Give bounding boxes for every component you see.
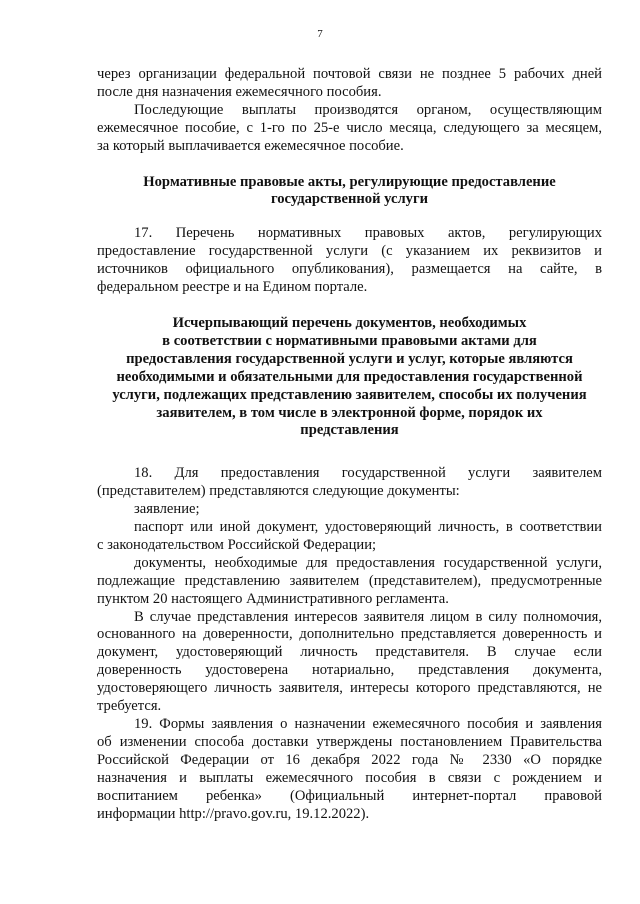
text-line: пунктом 20 настоящего Административного регламента. (97, 590, 449, 607)
heading-line: Исчерпывающий перечень документов, необходимых (172, 314, 527, 331)
list-item-application: заявление; (134, 501, 200, 518)
text-line: информации http://pravo.gov.ru, 19.12.2022). (97, 805, 370, 822)
text-line: с законодательством Российской Федерации; (97, 536, 377, 553)
text-line: основанного на доверенности, дополнительно представляется доверенность и (97, 626, 602, 643)
text-line: паспорт или иной документ, удостоверяющий личность, в соответствии (134, 519, 602, 536)
page-number: 7 (317, 28, 323, 40)
heading-line: государственной услуги (270, 191, 429, 208)
text-line: источников официального опубликования), размещается на сайте, в (97, 261, 602, 278)
heading-line: представления (300, 422, 399, 439)
heading-line: Нормативные правовые акты, регулирующие предоставление (143, 173, 556, 190)
heading-line: услуги, подлежащих представлению заявителем, способы их получения (112, 386, 587, 403)
text-line: требуется. (97, 698, 162, 715)
text-line: документ, удостоверяющий личность представителя. В случае если (97, 644, 602, 661)
document-body (97, 66, 602, 823)
text-line: воспитанием ребенка» (Официальный интернет-портал правовой (97, 787, 602, 804)
text-line: В случае представления интересов заявителя лицом в силу полномочия, (134, 608, 602, 625)
heading-normative-acts (97, 174, 602, 210)
heading-line: в соответствии с нормативными правовыми актами для (162, 332, 537, 349)
heading-line: заявителем, в том числе в электронной форме, порядок их (156, 404, 543, 421)
text-line: 18. Для предоставления государственной услуги заявителем (134, 465, 602, 482)
paragraph-representative (97, 609, 602, 716)
text-line: (представителем) представляются следующие документы: (97, 483, 460, 500)
text-line: удостоверяющего личность заявителя, интересы которого представляются, не (97, 680, 602, 697)
paragraph-18 (97, 465, 602, 501)
list-item-documents (97, 555, 602, 609)
text-line: документы, необходимые для предоставления государственной услуги, (134, 554, 602, 571)
text-line: Российской Федерации от 16 декабря 2022 года № 2330 «О порядке (97, 751, 602, 768)
text-line: подлежащие представлению заявителем (представителем), предусмотренные (97, 572, 602, 589)
text-line: доверенность удостоверена нотариально, представления документа, (97, 662, 602, 679)
paragraph-19 (97, 716, 602, 823)
heading-documents-list (97, 315, 602, 440)
heading-line: предоставления государственной услуги и услуг, которые являются (126, 350, 573, 367)
list-item-passport (97, 519, 602, 555)
text-line: ежемесячное пособие, с 1-го по 25-е число месяца, следующего за месяцем, (97, 119, 602, 136)
text-line: об изменении способа доставки утверждены постановлением Правительства (97, 733, 602, 750)
paragraph-payments (97, 102, 602, 156)
text-line: за который выплачивается ежемесячное пособие. (97, 137, 404, 154)
text-line: предоставление государственной услуги (с указанием их реквизитов и (97, 243, 602, 260)
text-line: после дня назначения ежемесячного пособия. (97, 83, 382, 100)
paragraph-17 (97, 225, 602, 297)
text-line: через организации федеральной почтовой связи не позднее 5 рабочих дней (97, 66, 602, 82)
text-line: 19. Формы заявления о назначении ежемесячного пособия и заявления (134, 716, 602, 732)
heading-line: необходимыми и обязательными для предоставления государственной (116, 368, 583, 385)
text-line: 17. Перечень нормативных правовых актов, регулирующих (134, 225, 602, 242)
paragraph-delivery (97, 66, 602, 102)
text-line: Последующие выплаты производятся органом, осуществляющим (134, 101, 602, 118)
text-line: назначения и выплаты ежемесячного пособия в связи с рождением и (97, 769, 602, 786)
text-line: федеральном реестре и на Едином портале. (97, 279, 368, 296)
